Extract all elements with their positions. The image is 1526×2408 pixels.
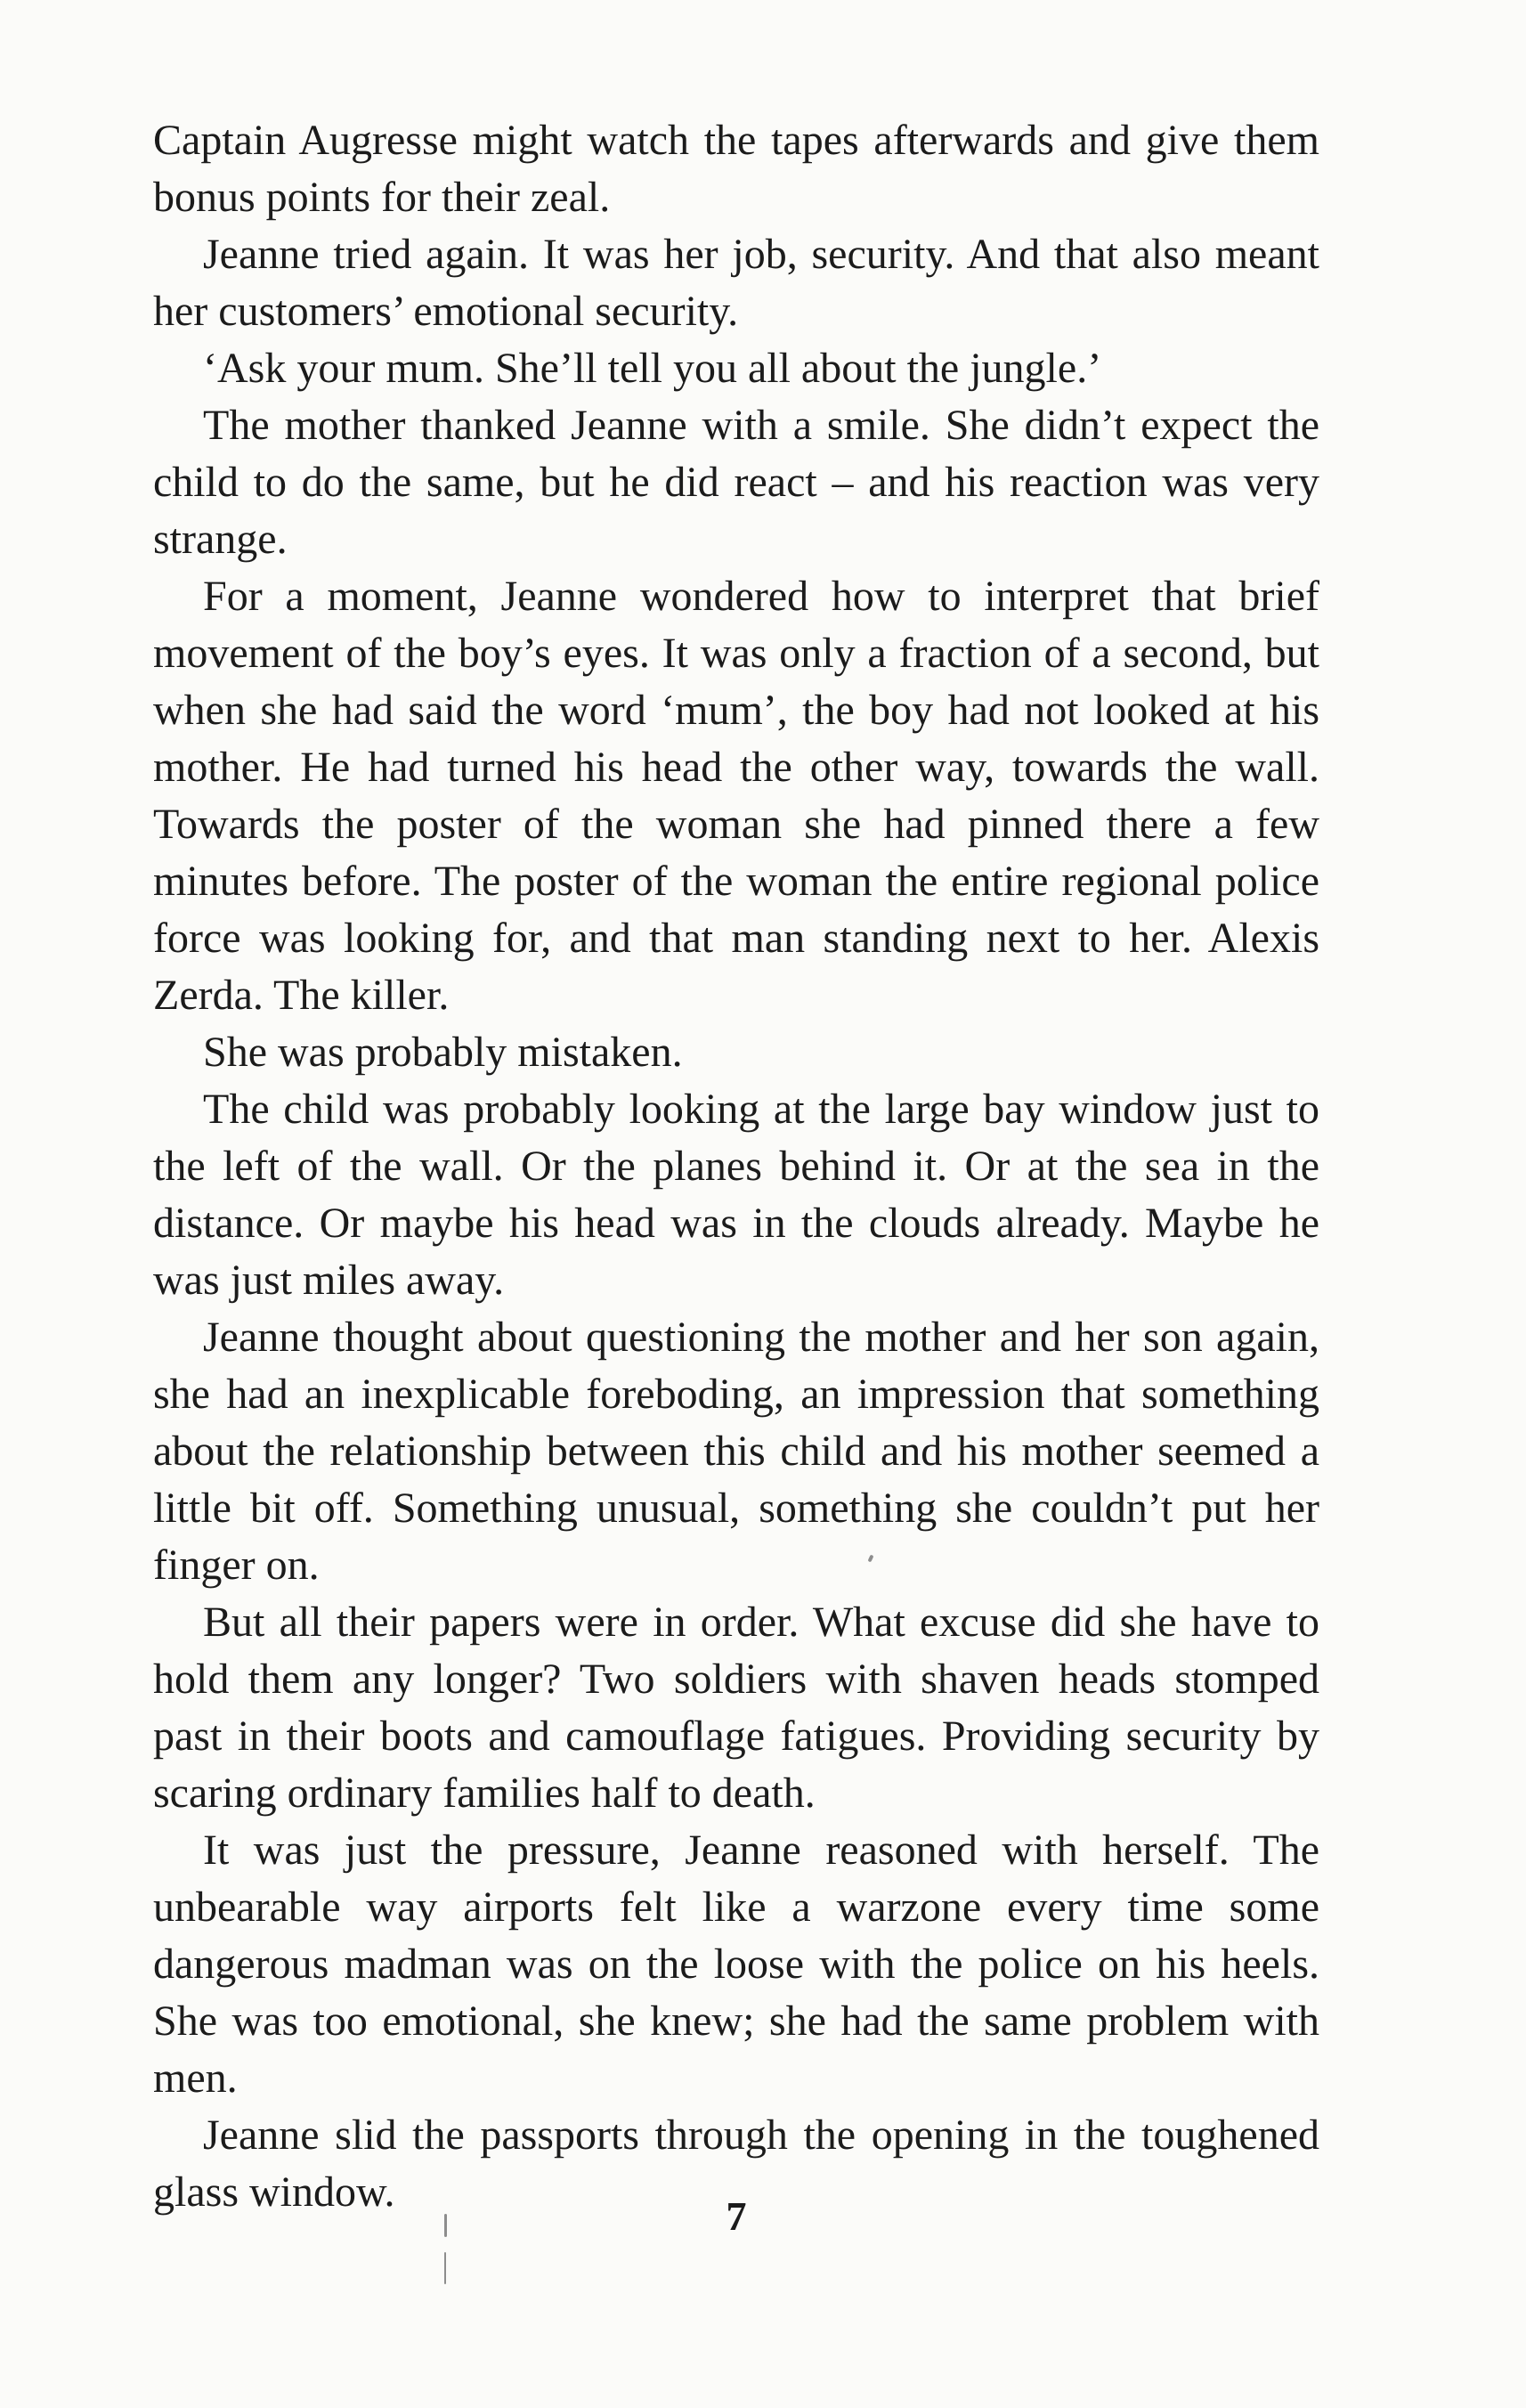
paragraph: Jeanne thought about questioning the mother and her son again, she had an inexplicable foreboding, an impression that something about the relationship between this child and his mother seemed a little bit off. Something unusual, something she couldn’t put her finger on. bbox=[153, 1314, 1319, 1589]
paragraph: The child was probably looking at the large bay window just to the left of the wall. Or the planes behind it. Or at the sea in the distance. Or maybe his head was in the clouds already. Maybe he was just miles away. bbox=[153, 1086, 1319, 1304]
page-number: 7 bbox=[726, 2193, 747, 2239]
scan-mark bbox=[444, 2214, 447, 2237]
paragraph: Jeanne tried again. It was her job, security. And that also meant her customers’ emotional security. bbox=[153, 231, 1319, 335]
paragraph: But all their papers were in order. What excuse did she have to hold them any longer? Two soldiers with shaven heads stomped past in their boots and camouflage fatigues. Providing security by scaring ordinary families half to death. bbox=[153, 1599, 1319, 1817]
paragraph: It was just the pressure, Jeanne reasoned with herself. The unbearable way airports felt like a warzone every time some dangerous madman was on the loose with the police on his heels. She was too emotional, she knew; she had the same problem with men. bbox=[153, 1826, 1319, 2102]
paragraph: Jeanne slid the passports through the opening in the toughened glass window. bbox=[153, 2111, 1319, 2216]
paragraph: She was probably mistaken. bbox=[203, 1029, 683, 1076]
paragraph: Captain Augresse might watch the tapes afterwards and give them bonus points for their zeal. bbox=[153, 117, 1319, 221]
paragraph: ‘Ask your mum. She’ll tell you all about the jungle.’ bbox=[203, 345, 1102, 392]
body-text bbox=[153, 112, 1319, 2221]
paragraph: The mother thanked Jeanne with a smile. She didn’t expect the child to do the same, but he did react – and his reaction was very strange. bbox=[153, 402, 1319, 563]
paragraph: For a moment, Jeanne wondered how to interpret that brief movement of the boy’s eyes. It was only a fraction of a second, but when she had said the word ‘mum’, the boy had not looked at his mother. He had turned his head the other way, towards the wall. Towards the poster of the woman she had pinned there a few minutes before. The poster of the woman the entire regional police force was looking for, and that man standing next to her. Alexis Zerda. The killer. bbox=[153, 573, 1319, 1019]
scan-mark bbox=[444, 2252, 446, 2284]
